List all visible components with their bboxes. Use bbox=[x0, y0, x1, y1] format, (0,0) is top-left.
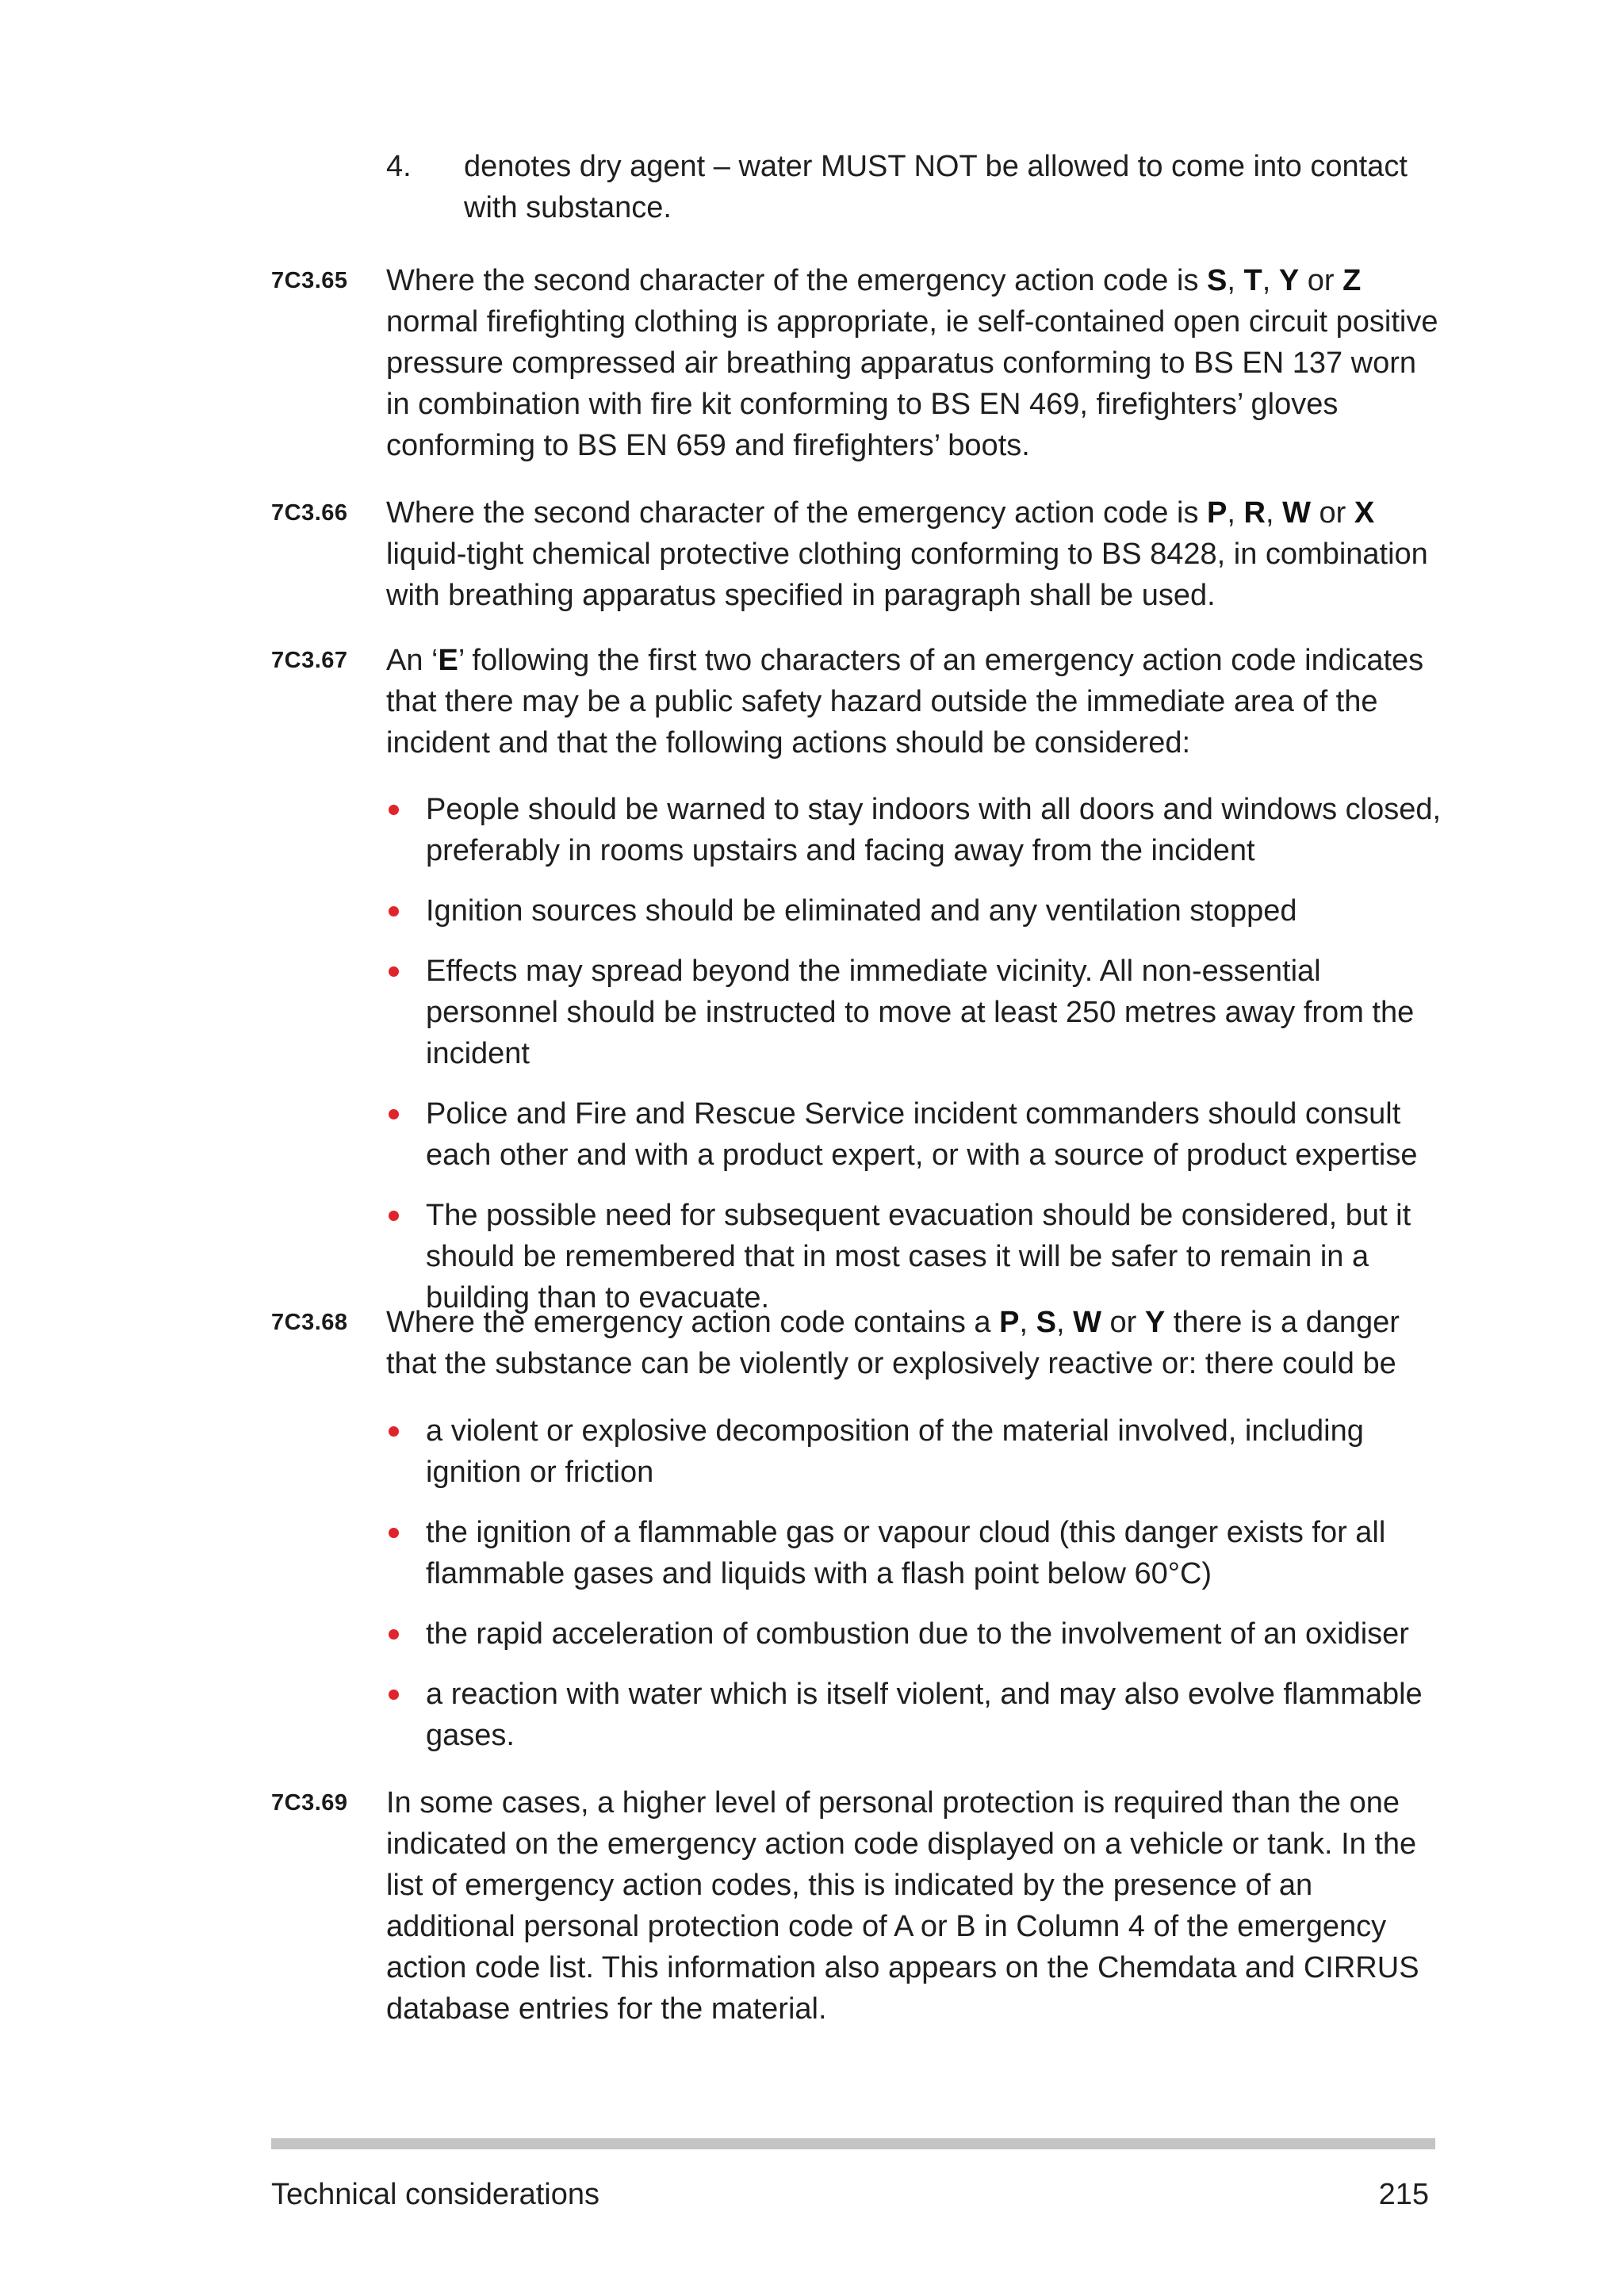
bullet-text: the rapid acceleration of combustion due to the involvement of an oxidiser bbox=[426, 1617, 1409, 1651]
text-run: liquid-tight chemical protective clothing conforming to BS 8428, in combination with breathing apparatus specified in paragraph shall be used. bbox=[386, 538, 1428, 612]
bullet-list-reactivity bbox=[386, 1410, 1449, 1775]
bullet-icon bbox=[389, 966, 399, 977]
text-run: ’ following the first two characters of an emergency action code indicates that there may be a public safety hazard outside the immediate area of the incident and that the following actions should be considered: bbox=[386, 644, 1424, 760]
text-run: normal firefighting clothing is appropriate, ie self-contained open circuit positive pressure compressed air breathing apparatus conforming to BS EN 137 worn in combination with fire kit conforming to BS EN 469, firefighters’ gloves conforming to BS EN 659 and firefighters’ boots. bbox=[386, 305, 1438, 462]
paragraph-number: 7C3.66 bbox=[271, 500, 348, 526]
list-item bbox=[386, 789, 1449, 871]
paragraph-number: 7C3.68 bbox=[271, 1310, 348, 1335]
text-run: there is a danger that the substance can be violently or explosively reactive or: there could be bbox=[386, 1306, 1400, 1380]
bullet-text: Ignition sources should be eliminated and any ventilation stopped bbox=[426, 894, 1297, 928]
bullet-text: a reaction with water which is itself violent, and may also evolve flammable gases. bbox=[426, 1678, 1423, 1752]
page-number: 215 bbox=[1378, 2178, 1429, 2211]
bullet-text: People should be warned to stay indoors with all doors and windows closed, preferably in rooms upstairs and facing away from the incident bbox=[426, 793, 1442, 867]
numbered-list-item bbox=[386, 146, 1441, 228]
list-item bbox=[386, 951, 1449, 1074]
paragraph-text: Where the emergency action code contains a P, S, W or Y there is a danger that the substance can be violently or explosively reactive or: there could be bbox=[386, 1306, 1400, 1380]
code-letter: R bbox=[1243, 496, 1266, 530]
paragraph-number: 7C3.69 bbox=[271, 1790, 348, 1816]
code-letter: E bbox=[438, 644, 458, 677]
code-letter: W bbox=[1282, 496, 1311, 530]
code-letter: Z bbox=[1342, 264, 1362, 297]
paragraph-number: 7C3.65 bbox=[271, 268, 348, 293]
bullet-icon bbox=[389, 1528, 399, 1538]
bullet-text: The possible need for subsequent evacuation should be considered, but it should be remembered that in most cases it will be safer to remain in a building than to evacuate. bbox=[426, 1199, 1411, 1314]
paragraph-text: In some cases, a higher level of personal protection is required than the one indicated on the emergency action code displayed on a vehicle or tank. In the list of emergency action codes, this is indicated by the presence of an additional personal protection code of A or B in Column 4 of the emergency action code list. This information also appears on the Chemdata and CIRRUS database entries for the material. bbox=[386, 1786, 1419, 2026]
bullet-icon bbox=[389, 1629, 399, 1640]
code-letter: P bbox=[1207, 496, 1228, 530]
list-item bbox=[386, 1093, 1449, 1176]
list-item bbox=[386, 1410, 1449, 1493]
paragraph-text: Where the second character of the emergency action code is P, R, W or X liquid-tight chemical protective clothing conforming to BS 8428, in combination with breathing apparatus specified in paragraph shall be used. bbox=[386, 496, 1428, 612]
list-item-number: 4. bbox=[386, 150, 412, 183]
list-item bbox=[386, 1195, 1449, 1318]
list-item bbox=[386, 1674, 1449, 1756]
footer-section-title: Technical considerations bbox=[271, 2178, 600, 2211]
bullet-text: the ignition of a flammable gas or vapour cloud (this danger exists for all flammable gases and liquids with a flash point below 60°C) bbox=[426, 1516, 1386, 1590]
code-letter: W bbox=[1073, 1306, 1101, 1339]
bullet-text: a violent or explosive decomposition of the material involved, including ignition or friction bbox=[426, 1414, 1364, 1489]
code-letter: S bbox=[1036, 1306, 1056, 1339]
code-letter: P bbox=[999, 1306, 1020, 1339]
bullet-text: Effects may spread beyond the immediate vicinity. All non-essential personnel should be instructed to move at least 250 metres away from the incident bbox=[426, 955, 1415, 1070]
text-run: An ‘ bbox=[386, 644, 439, 677]
bullet-icon bbox=[389, 1689, 399, 1700]
text-run: Where the emergency action code contains a bbox=[386, 1306, 1000, 1339]
code-letter: Y bbox=[1144, 1306, 1166, 1339]
code-letter: X bbox=[1354, 496, 1375, 530]
text-run: Where the second character of the emergency action code is bbox=[386, 496, 1207, 530]
bullet-icon bbox=[389, 1426, 399, 1437]
paragraph-text bbox=[386, 640, 1441, 763]
footer-rule bbox=[271, 2138, 1435, 2149]
code-letter: T bbox=[1243, 264, 1262, 297]
list-item-text: denotes dry agent – water MUST NOT be allowed to come into contact with substance. bbox=[464, 150, 1408, 224]
bullet-list-public-safety bbox=[386, 789, 1449, 1337]
paragraph-number: 7C3.67 bbox=[271, 648, 348, 673]
list-item bbox=[386, 1613, 1449, 1655]
code-letter: Y bbox=[1278, 264, 1300, 297]
bullet-icon bbox=[389, 906, 399, 916]
bullet-icon bbox=[389, 805, 399, 815]
list-item bbox=[386, 890, 1449, 932]
bullet-text: Police and Fire and Rescue Service incident commanders should consult each other and with a product expert, or with a source of product expertise bbox=[426, 1097, 1418, 1172]
bullet-icon bbox=[389, 1211, 399, 1221]
code-letter: S bbox=[1207, 264, 1228, 297]
text-run: Where the second character of the emergency action code is bbox=[386, 264, 1207, 297]
list-item bbox=[386, 1512, 1449, 1594]
bullet-icon bbox=[389, 1109, 399, 1119]
paragraph-text: Where the second character of the emergency action code is S, T, Y or Z normal firefighting clothing is appropriate, ie self-contained open circuit positive pressure compressed air breathing apparatus conforming to BS EN 137 worn in combination with fire kit conforming to BS EN 469, firefighters’ gloves conforming to BS EN 659 and firefighters’ boots. bbox=[386, 264, 1438, 462]
